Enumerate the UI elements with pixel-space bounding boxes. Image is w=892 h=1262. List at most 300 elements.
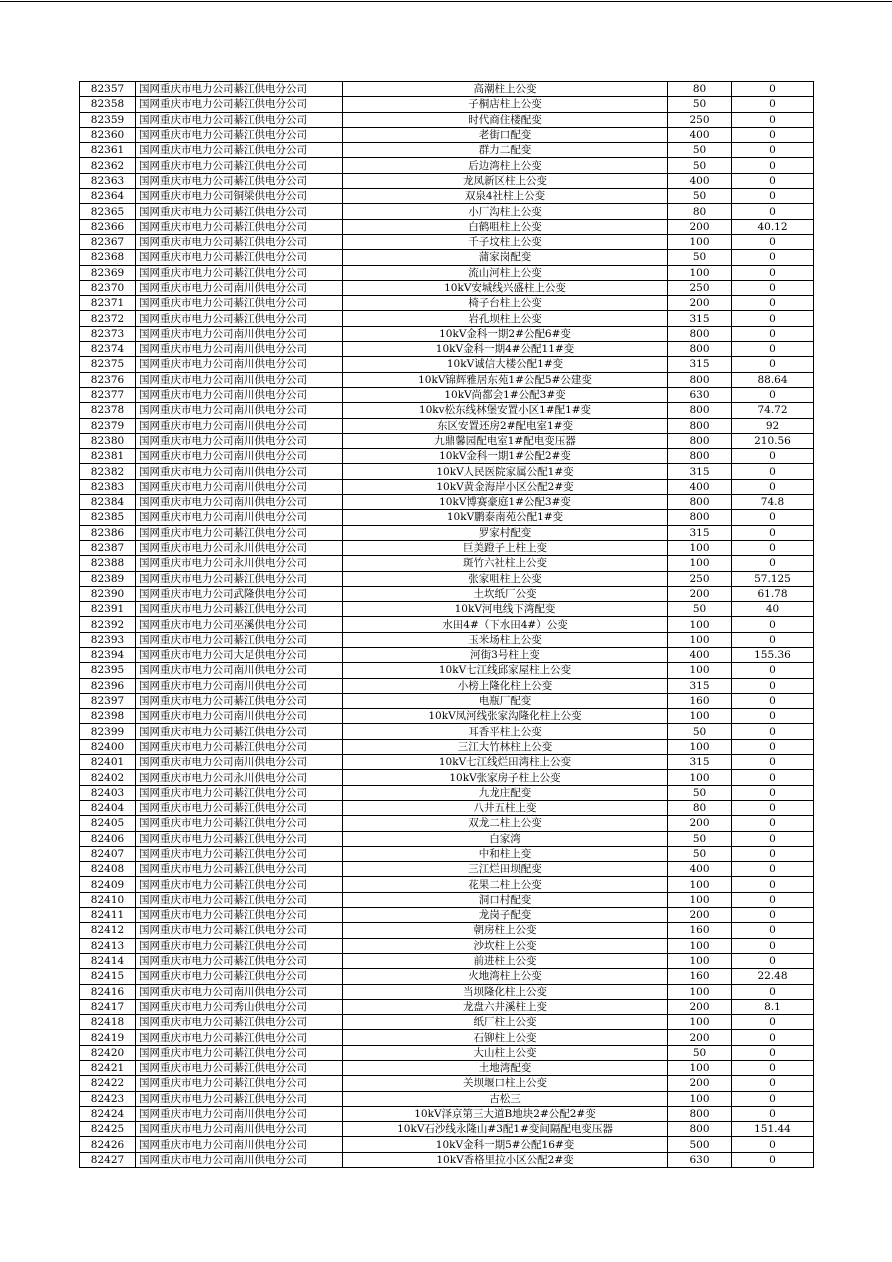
transformer-name-cell: 10kV黄金海岸小区公配2#变 <box>343 479 668 494</box>
transformer-name-cell: 10kV河电线下湾配变 <box>343 602 668 617</box>
company-cell: 国网重庆市电力公司南川供电分公司 <box>136 449 343 464</box>
company-cell: 国网重庆市电力公司綦江供电分公司 <box>136 1091 343 1106</box>
company-cell: 国网重庆市电力公司南川供电分公司 <box>136 1122 343 1137</box>
transformer-name-cell: 龙岗子配变 <box>343 908 668 923</box>
company-cell: 国网重庆市电力公司綦江供电分公司 <box>136 127 343 142</box>
table-row <box>80 999 814 1014</box>
value-cell: 0 <box>732 1030 814 1045</box>
capacity-cell: 100 <box>668 739 732 754</box>
table-row <box>80 234 814 249</box>
company-cell: 国网重庆市电力公司南川供电分公司 <box>136 464 343 479</box>
transformer-name-cell: 斑竹六社柱上公变 <box>343 556 668 571</box>
company-cell: 国网重庆市电力公司綦江供电分公司 <box>136 908 343 923</box>
row-id-cell: 82370 <box>80 280 136 295</box>
transformer-name-cell: 龙盘六井溪柱上变 <box>343 999 668 1014</box>
row-id-cell: 82372 <box>80 311 136 326</box>
transformer-name-cell: 东区安置还房2#配电室1#变 <box>343 418 668 433</box>
row-id-cell: 82403 <box>80 785 136 800</box>
capacity-cell: 800 <box>668 342 732 357</box>
company-cell: 国网重庆市电力公司铜梁供电分公司 <box>136 189 343 204</box>
value-cell: 0 <box>732 143 814 158</box>
transformer-name-cell: 土地湾配变 <box>343 1061 668 1076</box>
capacity-cell: 630 <box>668 1152 732 1167</box>
table-row <box>80 586 814 601</box>
transformer-name-cell: 后边湾柱上公变 <box>343 158 668 173</box>
row-id-cell: 82404 <box>80 800 136 815</box>
row-id-cell: 82381 <box>80 449 136 464</box>
company-cell: 国网重庆市电力公司綦江供电分公司 <box>136 234 343 249</box>
transformer-name-cell: 电瓶厂配变 <box>343 693 668 708</box>
row-id-cell: 82392 <box>80 617 136 632</box>
transformer-name-cell: 纸厂柱上公变 <box>343 1015 668 1030</box>
transformer-name-cell: 沙坎柱上公变 <box>343 938 668 953</box>
company-cell: 国网重庆市电力公司綦江供电分公司 <box>136 112 343 127</box>
capacity-cell: 50 <box>668 846 732 861</box>
table-row <box>80 372 814 387</box>
transformer-name-cell: 岩孔坝柱上公变 <box>343 311 668 326</box>
row-id-cell: 82406 <box>80 831 136 846</box>
transformer-name-cell: 洞口村配变 <box>343 892 668 907</box>
value-cell: 0 <box>732 877 814 892</box>
company-cell: 国网重庆市电力公司南川供电分公司 <box>136 342 343 357</box>
row-id-cell: 82360 <box>80 127 136 142</box>
row-id-cell: 82362 <box>80 158 136 173</box>
transformer-name-cell: 土坎纸厂公变 <box>343 586 668 601</box>
transformer-name-cell: 水田4#（下水田4#）公变 <box>343 617 668 632</box>
value-cell: 0 <box>732 831 814 846</box>
value-cell: 0 <box>732 617 814 632</box>
value-cell: 0 <box>732 127 814 142</box>
row-id-cell: 82357 <box>80 82 136 97</box>
capacity-cell: 50 <box>668 602 732 617</box>
table-row <box>80 387 814 402</box>
company-cell: 国网重庆市电力公司綦江供电分公司 <box>136 724 343 739</box>
transformer-name-cell: 10kV尚都会1#公配3#变 <box>343 387 668 402</box>
row-id-cell: 82401 <box>80 755 136 770</box>
company-cell: 国网重庆市电力公司綦江供电分公司 <box>136 296 343 311</box>
row-id-cell: 82375 <box>80 357 136 372</box>
company-cell: 国网重庆市电力公司南川供电分公司 <box>136 510 343 525</box>
table-row <box>80 739 814 754</box>
table-row <box>80 709 814 724</box>
company-cell: 国网重庆市电力公司南川供电分公司 <box>136 357 343 372</box>
row-id-cell: 82384 <box>80 495 136 510</box>
row-id-cell: 82369 <box>80 265 136 280</box>
transformer-name-cell: 古松三 <box>343 1091 668 1106</box>
capacity-cell: 100 <box>668 938 732 953</box>
capacity-cell: 800 <box>668 1106 732 1121</box>
value-cell: 0 <box>732 296 814 311</box>
table-row <box>80 204 814 219</box>
company-cell: 国网重庆市电力公司南川供电分公司 <box>136 1106 343 1121</box>
row-id-cell: 82417 <box>80 999 136 1014</box>
row-id-cell: 82378 <box>80 403 136 418</box>
table-row <box>80 189 814 204</box>
table-row <box>80 540 814 555</box>
table-row <box>80 724 814 739</box>
value-cell: 0 <box>732 953 814 968</box>
table-row <box>80 1152 814 1167</box>
value-cell: 0 <box>732 816 814 831</box>
table-row <box>80 663 814 678</box>
value-cell: 0 <box>732 112 814 127</box>
table-row <box>80 1106 814 1121</box>
row-id-cell: 82363 <box>80 173 136 188</box>
value-cell: 57.125 <box>732 571 814 586</box>
company-cell: 国网重庆市电力公司綦江供电分公司 <box>136 923 343 938</box>
transformer-name-cell: 椅子台柱上公变 <box>343 296 668 311</box>
capacity-cell: 800 <box>668 326 732 341</box>
company-cell: 国网重庆市电力公司綦江供电分公司 <box>136 785 343 800</box>
value-cell: 0 <box>732 770 814 785</box>
table-row <box>80 525 814 540</box>
value-cell: 0 <box>732 479 814 494</box>
table-row <box>80 755 814 770</box>
value-cell: 0 <box>732 326 814 341</box>
table-row <box>80 326 814 341</box>
company-cell: 国网重庆市电力公司綦江供电分公司 <box>136 969 343 984</box>
transformer-table <box>79 81 814 1168</box>
value-cell: 0 <box>732 204 814 219</box>
company-cell: 国网重庆市电力公司綦江供电分公司 <box>136 1030 343 1045</box>
company-cell: 国网重庆市电力公司秀山供电分公司 <box>136 999 343 1014</box>
capacity-cell: 100 <box>668 265 732 280</box>
value-cell: 8.1 <box>732 999 814 1014</box>
value-cell: 0 <box>732 755 814 770</box>
transformer-name-cell: 中和柱上变 <box>343 846 668 861</box>
company-cell: 国网重庆市电力公司綦江供电分公司 <box>136 693 343 708</box>
transformer-name-cell: 10kV香格里拉小区公配2#变 <box>343 1152 668 1167</box>
row-id-cell: 82398 <box>80 709 136 724</box>
transformer-name-cell: 双泉4社柱上公变 <box>343 189 668 204</box>
table-row <box>80 1061 814 1076</box>
capacity-cell: 100 <box>668 709 732 724</box>
transformer-name-cell: 河街3号柱上变 <box>343 647 668 662</box>
company-cell: 国网重庆市电力公司綦江供电分公司 <box>136 219 343 234</box>
transformer-name-cell: 10kV凤河线张家沟隆化柱上公变 <box>343 709 668 724</box>
row-id-cell: 82424 <box>80 1106 136 1121</box>
value-cell: 0 <box>732 525 814 540</box>
capacity-cell: 160 <box>668 969 732 984</box>
transformer-name-cell: 10kV锦辉雅居东苑1#公配5#公建变 <box>343 372 668 387</box>
value-cell: 0 <box>732 892 814 907</box>
row-id-cell: 82361 <box>80 143 136 158</box>
capacity-cell: 315 <box>668 525 732 540</box>
value-cell: 0 <box>732 1015 814 1030</box>
capacity-cell: 800 <box>668 433 732 448</box>
table-row <box>80 449 814 464</box>
transformer-name-cell: 时代商住楼配变 <box>343 112 668 127</box>
capacity-cell: 200 <box>668 908 732 923</box>
value-cell: 0 <box>732 173 814 188</box>
row-id-cell: 82425 <box>80 1122 136 1137</box>
table-row <box>80 632 814 647</box>
company-cell: 国网重庆市电力公司大足供电分公司 <box>136 647 343 662</box>
capacity-cell: 100 <box>668 234 732 249</box>
transformer-name-cell: 10kV诚信大楼公配1#变 <box>343 357 668 372</box>
capacity-cell: 315 <box>668 311 732 326</box>
capacity-cell: 315 <box>668 755 732 770</box>
company-cell: 国网重庆市电力公司南川供电分公司 <box>136 678 343 693</box>
company-cell: 国网重庆市电力公司綦江供电分公司 <box>136 97 343 112</box>
value-cell: 0 <box>732 189 814 204</box>
company-cell: 国网重庆市电力公司綦江供电分公司 <box>136 739 343 754</box>
company-cell: 国网重庆市电力公司綦江供电分公司 <box>136 265 343 280</box>
row-id-cell: 82407 <box>80 846 136 861</box>
company-cell: 国网重庆市电力公司南川供电分公司 <box>136 1137 343 1152</box>
company-cell: 国网重庆市电力公司綦江供电分公司 <box>136 250 343 265</box>
transformer-name-cell: 10kV金科一期5#公配16#变 <box>343 1137 668 1152</box>
table-row <box>80 143 814 158</box>
table-row <box>80 265 814 280</box>
transformer-name-cell: 群力二配变 <box>343 143 668 158</box>
company-cell: 国网重庆市电力公司武隆供电分公司 <box>136 586 343 601</box>
transformer-name-cell: 龙凤新区柱上公变 <box>343 173 668 188</box>
value-cell: 0 <box>732 724 814 739</box>
value-cell: 0 <box>732 632 814 647</box>
capacity-cell: 315 <box>668 357 732 372</box>
value-cell: 0 <box>732 846 814 861</box>
capacity-cell: 800 <box>668 495 732 510</box>
row-id-cell: 82386 <box>80 525 136 540</box>
table-row <box>80 250 814 265</box>
transformer-name-cell: 流山河柱上公变 <box>343 265 668 280</box>
company-cell: 国网重庆市电力公司綦江供电分公司 <box>136 938 343 953</box>
table-row <box>80 158 814 173</box>
capacity-cell: 100 <box>668 892 732 907</box>
table-row <box>80 342 814 357</box>
capacity-cell: 100 <box>668 770 732 785</box>
row-id-cell: 82414 <box>80 953 136 968</box>
capacity-cell: 100 <box>668 984 732 999</box>
value-cell: 0 <box>732 250 814 265</box>
capacity-cell: 100 <box>668 663 732 678</box>
table-row <box>80 846 814 861</box>
capacity-cell: 100 <box>668 617 732 632</box>
value-cell: 0 <box>732 82 814 97</box>
transformer-name-cell: 巨美蹬子上柱上变 <box>343 540 668 555</box>
transformer-name-cell: 关坝堰口柱上公变 <box>343 1076 668 1091</box>
transformer-name-cell: 九鼎馨园配电室1#配电变压器 <box>343 433 668 448</box>
row-id-cell: 82411 <box>80 908 136 923</box>
capacity-cell: 50 <box>668 831 732 846</box>
capacity-cell: 50 <box>668 724 732 739</box>
value-cell: 0 <box>732 1137 814 1152</box>
transformer-name-cell: 罗家村配变 <box>343 525 668 540</box>
row-id-cell: 82388 <box>80 556 136 571</box>
transformer-name-cell: 10kV七江线邱家屋柱上公变 <box>343 663 668 678</box>
value-cell: 0 <box>732 938 814 953</box>
company-cell: 国网重庆市电力公司永川供电分公司 <box>136 540 343 555</box>
row-id-cell: 82364 <box>80 189 136 204</box>
capacity-cell: 80 <box>668 204 732 219</box>
row-id-cell: 82420 <box>80 1045 136 1060</box>
row-id-cell: 82393 <box>80 632 136 647</box>
value-cell: 40 <box>732 602 814 617</box>
table-row <box>80 647 814 662</box>
table-row <box>80 1122 814 1137</box>
transformer-name-cell: 10kV金科一期1#公配2#变 <box>343 449 668 464</box>
capacity-cell: 200 <box>668 999 732 1014</box>
row-id-cell: 82423 <box>80 1091 136 1106</box>
transformer-name-cell: 朝房柱上公变 <box>343 923 668 938</box>
capacity-cell: 50 <box>668 143 732 158</box>
company-cell: 国网重庆市电力公司綦江供电分公司 <box>136 602 343 617</box>
table-row <box>80 831 814 846</box>
transformer-name-cell: 小榜上隆化柱上公变 <box>343 678 668 693</box>
capacity-cell: 200 <box>668 1030 732 1045</box>
company-cell: 国网重庆市电力公司綦江供电分公司 <box>136 1076 343 1091</box>
company-cell: 国网重庆市电力公司綦江供电分公司 <box>136 1015 343 1030</box>
transformer-name-cell: 10kV鹏泰南苑公配1#变 <box>343 510 668 525</box>
table-row <box>80 433 814 448</box>
value-cell: 0 <box>732 862 814 877</box>
company-cell: 国网重庆市电力公司巫溪供电分公司 <box>136 617 343 632</box>
row-id-cell: 82374 <box>80 342 136 357</box>
table-row <box>80 1076 814 1091</box>
row-id-cell: 82418 <box>80 1015 136 1030</box>
capacity-cell: 100 <box>668 540 732 555</box>
row-id-cell: 82385 <box>80 510 136 525</box>
company-cell: 国网重庆市电力公司綦江供电分公司 <box>136 816 343 831</box>
capacity-cell: 160 <box>668 693 732 708</box>
company-cell: 国网重庆市电力公司綦江供电分公司 <box>136 173 343 188</box>
table-row <box>80 800 814 815</box>
company-cell: 国网重庆市电力公司南川供电分公司 <box>136 372 343 387</box>
value-cell: 0 <box>732 311 814 326</box>
company-cell: 国网重庆市电力公司綦江供电分公司 <box>136 846 343 861</box>
table-row <box>80 1045 814 1060</box>
row-id-cell: 82399 <box>80 724 136 739</box>
company-cell: 国网重庆市电力公司南川供电分公司 <box>136 495 343 510</box>
capacity-cell: 315 <box>668 678 732 693</box>
table-row <box>80 112 814 127</box>
table-row <box>80 770 814 785</box>
capacity-cell: 80 <box>668 82 732 97</box>
value-cell: 22.48 <box>732 969 814 984</box>
value-cell: 210.56 <box>732 433 814 448</box>
company-cell: 国网重庆市电力公司綦江供电分公司 <box>136 1045 343 1060</box>
transformer-name-cell: 10kV金科一期4#公配11#变 <box>343 342 668 357</box>
table-row <box>80 816 814 831</box>
transformer-name-cell: 10kV张家房子柱上公变 <box>343 770 668 785</box>
company-cell: 国网重庆市电力公司綦江供电分公司 <box>136 862 343 877</box>
company-cell: 国网重庆市电力公司綦江供电分公司 <box>136 877 343 892</box>
capacity-cell: 80 <box>668 800 732 815</box>
capacity-cell: 50 <box>668 158 732 173</box>
transformer-name-cell: 10kV博赛豪庭1#公配3#变 <box>343 495 668 510</box>
company-cell: 国网重庆市电力公司綦江供电分公司 <box>136 632 343 647</box>
capacity-cell: 200 <box>668 816 732 831</box>
transformer-name-cell: 高潮柱上公变 <box>343 82 668 97</box>
capacity-cell: 50 <box>668 785 732 800</box>
table-row <box>80 693 814 708</box>
company-cell: 国网重庆市电力公司永川供电分公司 <box>136 556 343 571</box>
row-id-cell: 82358 <box>80 97 136 112</box>
table-row <box>80 357 814 372</box>
value-cell: 0 <box>732 984 814 999</box>
company-cell: 国网重庆市电力公司南川供电分公司 <box>136 663 343 678</box>
value-cell: 0 <box>732 449 814 464</box>
row-id-cell: 82377 <box>80 387 136 402</box>
value-cell: 0 <box>732 540 814 555</box>
value-cell: 0 <box>732 923 814 938</box>
transformer-name-cell: 蒲家岗配变 <box>343 250 668 265</box>
value-cell: 0 <box>732 1045 814 1060</box>
capacity-cell: 100 <box>668 877 732 892</box>
transformer-name-cell: 九龙庄配变 <box>343 785 668 800</box>
company-cell: 国网重庆市电力公司綦江供电分公司 <box>136 571 343 586</box>
table-row <box>80 219 814 234</box>
transformer-name-cell: 八井五柱上变 <box>343 800 668 815</box>
row-id-cell: 82409 <box>80 877 136 892</box>
value-cell: 0 <box>732 265 814 280</box>
capacity-cell: 800 <box>668 403 732 418</box>
value-cell: 0 <box>732 678 814 693</box>
row-id-cell: 82390 <box>80 586 136 601</box>
transformer-name-cell: 老街口配变 <box>343 127 668 142</box>
table-row <box>80 97 814 112</box>
capacity-cell: 400 <box>668 479 732 494</box>
table-row <box>80 127 814 142</box>
company-cell: 国网重庆市电力公司綦江供电分公司 <box>136 800 343 815</box>
row-id-cell: 82368 <box>80 250 136 265</box>
value-cell: 0 <box>732 785 814 800</box>
capacity-cell: 100 <box>668 556 732 571</box>
transformer-name-cell: 小厂沟柱上公变 <box>343 204 668 219</box>
capacity-cell: 100 <box>668 1091 732 1106</box>
value-cell: 0 <box>732 464 814 479</box>
row-id-cell: 82371 <box>80 296 136 311</box>
company-cell: 国网重庆市电力公司綦江供电分公司 <box>136 953 343 968</box>
transformer-name-cell: 子桐店柱上公变 <box>343 97 668 112</box>
value-cell: 0 <box>732 556 814 571</box>
row-id-cell: 82408 <box>80 862 136 877</box>
capacity-cell: 800 <box>668 449 732 464</box>
row-id-cell: 82422 <box>80 1076 136 1091</box>
value-cell: 0 <box>732 1076 814 1091</box>
transformer-name-cell: 10kV人民医院家属公配1#变 <box>343 464 668 479</box>
value-cell: 0 <box>732 908 814 923</box>
row-id-cell: 82410 <box>80 892 136 907</box>
row-id-cell: 82387 <box>80 540 136 555</box>
transformer-name-cell: 花果二柱上公变 <box>343 877 668 892</box>
transformer-name-cell: 耳香平柱上公变 <box>343 724 668 739</box>
table-row <box>80 1015 814 1030</box>
table-row <box>80 785 814 800</box>
transformer-name-cell: 白家湾 <box>343 831 668 846</box>
row-id-cell: 82379 <box>80 418 136 433</box>
company-cell: 国网重庆市电力公司永川供电分公司 <box>136 770 343 785</box>
row-id-cell: 82365 <box>80 204 136 219</box>
value-cell: 0 <box>732 510 814 525</box>
value-cell: 0 <box>732 1152 814 1167</box>
value-cell: 74.72 <box>732 403 814 418</box>
table-row <box>80 173 814 188</box>
value-cell: 0 <box>732 97 814 112</box>
company-cell: 国网重庆市电力公司南川供电分公司 <box>136 1152 343 1167</box>
transformer-name-cell: 前进柱上公变 <box>343 953 668 968</box>
value-cell: 88.64 <box>732 372 814 387</box>
capacity-cell: 50 <box>668 189 732 204</box>
transformer-name-cell: 10kv松东线林堡安置小区1#配1#变 <box>343 403 668 418</box>
table-row <box>80 464 814 479</box>
table-row <box>80 82 814 97</box>
row-id-cell: 82416 <box>80 984 136 999</box>
value-cell: 0 <box>732 693 814 708</box>
capacity-cell: 800 <box>668 372 732 387</box>
row-id-cell: 82426 <box>80 1137 136 1152</box>
